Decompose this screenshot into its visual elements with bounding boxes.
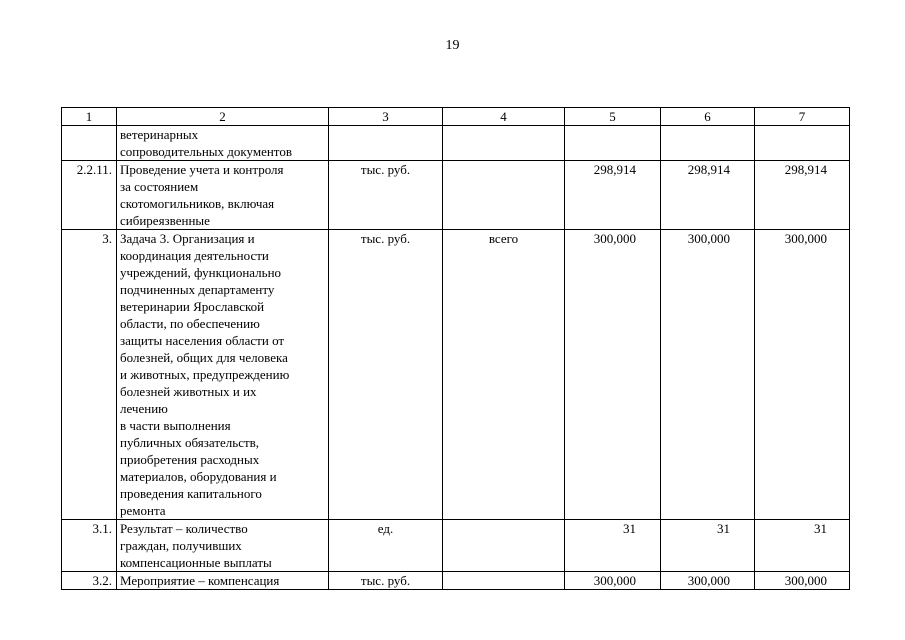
row-value-7: 300,000 [755, 572, 850, 590]
row-value-5: 31 [565, 520, 661, 572]
table-row [62, 520, 850, 572]
table-row [62, 572, 850, 590]
row-number [62, 126, 117, 161]
row-type [443, 520, 565, 572]
column-header: 6 [661, 108, 755, 126]
row-value-5: 298,914 [565, 161, 661, 230]
row-type [443, 572, 565, 590]
row-type [443, 161, 565, 230]
row-name: Задача 3. Организация и координация деятельности учреждений, функционально подчиненных департаменту ветеринарии Ярославской области, по обеспечению защиты населения области от болезней, общих для человека и животных, предупреждению болезней животных и их лечению в части выполнения публичных обязательств, приобретения расходных материалов, оборудования и проведения капитального ремонта [117, 230, 329, 520]
row-value-7: 300,000 [755, 230, 850, 520]
row-number: 3.2. [62, 572, 117, 590]
column-header: 7 [755, 108, 850, 126]
row-value-5: 300,000 [565, 572, 661, 590]
row-value-6: 300,000 [661, 230, 755, 520]
row-value-6: 31 [661, 520, 755, 572]
row-name: Мероприятие – компенсация [117, 572, 329, 590]
column-header: 3 [329, 108, 443, 126]
column-header: 5 [565, 108, 661, 126]
row-name: Проведение учета и контроля за состоянием скотомогильников, включая сибиреязвенные [117, 161, 329, 230]
page-number: 19 [445, 38, 460, 53]
table-row [62, 161, 850, 230]
row-unit: ед. [329, 520, 443, 572]
row-type [443, 126, 565, 161]
row-type: всего [443, 230, 565, 520]
column-header: 4 [443, 108, 565, 126]
row-value-6: 298,914 [661, 161, 755, 230]
row-value-6 [661, 126, 755, 161]
row-value-7: 31 [755, 520, 850, 572]
row-unit: тыс. руб. [329, 230, 443, 520]
row-name: ветеринарных сопроводительных документов [117, 126, 329, 161]
column-header: 1 [62, 108, 117, 126]
row-value-5: 300,000 [565, 230, 661, 520]
row-number: 2.2.11. [62, 161, 117, 230]
column-header: 2 [117, 108, 329, 126]
data-table [61, 107, 850, 590]
row-number: 3. [62, 230, 117, 520]
table-row [62, 230, 850, 520]
row-value-6: 300,000 [661, 572, 755, 590]
table-row [62, 126, 850, 161]
row-unit [329, 126, 443, 161]
row-name: Результат – количество граждан, получивших компенсационные выплаты [117, 520, 329, 572]
row-value-7 [755, 126, 850, 161]
row-unit: тыс. руб. [329, 161, 443, 230]
row-unit: тыс. руб. [329, 572, 443, 590]
row-value-7: 298,914 [755, 161, 850, 230]
row-number: 3.1. [62, 520, 117, 572]
table-header-row [62, 108, 850, 126]
row-value-5 [565, 126, 661, 161]
